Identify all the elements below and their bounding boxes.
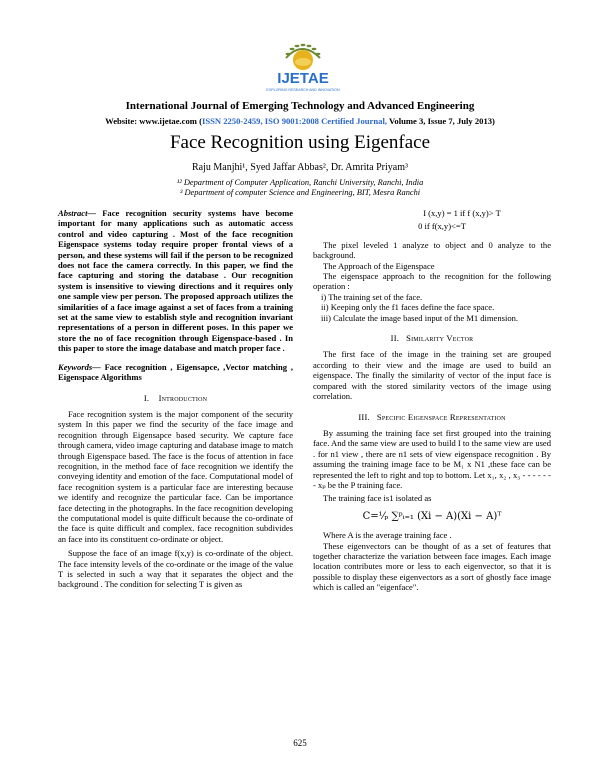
paper-authors: Raju Manjhi¹, Syed Jaffar Abbas², Dr. Amrita Priyam³ bbox=[191, 162, 408, 173]
keywords bbox=[58, 362, 293, 383]
threshold-equation-1: I (x,y) = 1 if f (x,y)> T bbox=[423, 208, 501, 218]
section-title: Specific Eigenspace Representation bbox=[376, 411, 506, 422]
website-volume: Volume 3, Issue 7, July 2013) bbox=[386, 116, 495, 126]
eigenspace-approach-heading: The Approach of the Eigenspace bbox=[323, 260, 435, 271]
journal-website bbox=[0, 116, 600, 126]
journal-title: International Journal of Emerging Technology and Advanced Engineering bbox=[125, 100, 475, 112]
list-item: i) The training set of the face. bbox=[321, 291, 423, 302]
section-heading-similarity-vector bbox=[313, 333, 551, 343]
eigenspace-operations-intro: The eigenspace approach to the recognition for the following operation : bbox=[313, 271, 551, 292]
section-title: Similarity Vector bbox=[406, 333, 474, 344]
keywords-label: Keywords— bbox=[58, 361, 101, 372]
left-column bbox=[58, 208, 293, 590]
page-number: 625 bbox=[293, 738, 307, 748]
operations-list bbox=[313, 292, 551, 323]
keywords-text: Face recognition , Eigensapce, ,Vector matching , Eigenspace Algorithms bbox=[58, 361, 293, 383]
journal-logo bbox=[250, 36, 355, 96]
section-heading-specific-eigenspace bbox=[313, 412, 551, 422]
section-heading-introduction bbox=[58, 393, 293, 403]
logo-text: IJETAE bbox=[277, 70, 329, 87]
website-issn: ISSN 2250-2459, ISO 9001:2008 Certified Journal, bbox=[201, 116, 387, 126]
average-face-note: Where A is the average training face . bbox=[323, 530, 452, 541]
specific-eigenspace-paragraph: By assuming the training face set first grouped into the training face. And the same view are used to build I to the same view are used . for n1 view , there are n1 sets of view eigenspace recognition . By assuming the training image face to be M₁ x N1 ,these face can be represented the left to right and top to bottom. Let x₁, x₂ , x₃ - - - - - - - xₚ be the P training face. bbox=[313, 427, 551, 490]
pixel-paragraph: The pixel leveled 1 analyze to object and 0 analyze to the background. bbox=[313, 239, 551, 261]
website-prefix: Website: www.ijetae.com ( bbox=[105, 116, 202, 126]
section-number: II. bbox=[390, 333, 400, 344]
eigenvectors-paragraph: These eigenvectors can be thought of as a set of features that together characterize the variation between face images. Each image location contributes more or less to each eigenvector, so that it is possible to display these eigenvectors as a sort of ghostly face image which is called an "eigenface". bbox=[313, 540, 551, 593]
section-number: III. bbox=[358, 411, 370, 422]
threshold-equation-2: 0 if f(x,y)<=T bbox=[418, 221, 466, 232]
intro-paragraph-2: Suppose the face of an image f(x,y) is co-ordinate of the object. The face intensity levels of the co-ordinate or the image of the value T is selected in such a way that it separates the object and the background . The condition for selecting T is given as bbox=[58, 548, 293, 590]
abstract bbox=[58, 208, 293, 354]
section-title: Introduction bbox=[158, 392, 208, 403]
paper-title: Face Recognition using Eigenface bbox=[169, 132, 431, 153]
abstract-label: Abstract— bbox=[58, 208, 96, 218]
abstract-text: Face recognition security systems have become important for many applications such as automatic access control and video capturing . Most of the face recognition Eigenspace systems today require proper frontal views of a person, and these systems will fail if the person to be recognized does not face the camera correctly. In this paper, we find the face capturing and storing the database . Our recognition system is insensitive to viewing directions and it requires only one sample view per person. The proposed approach utilizes the similarities of a face image against a set of faces from a training set at the same view to establish style and recognition invariant representations of a person in different poses. In this paper we store the no of face recognition through Eigenspace-based . In this paper to store the image database and match proper face . bbox=[58, 208, 293, 354]
training-face-isolated: The training face is1 isolated as bbox=[323, 493, 432, 504]
affiliation-1: ¹² Department of Computer Application, Ranchi University, Ranchi, India bbox=[176, 178, 424, 187]
intro-paragraph-1: Face recognition system is the major component of the security system In this paper we find the security of the face image and recognition through Eigensapce based security. We capture face through camera, video image capturing and database image to match through Eigenspace based. The face is the focus of attention in face recognition, in the method face of face recognition we identify the conveying identity and emotion of the face. Computational model of face recognition system is a particular face are interesting because we identify and recognize the particular face. Can be importance face detecting in the photographs. In the face recognition developing the computational model is quite difficult because the co-ordinate of the face is quite difficult and complex. face recognition subdivides an face into its constituent co-ordinate or object. bbox=[58, 408, 293, 544]
affiliation-2: ³ Department of computer Science and Engineering, BIT, Mesra Ranchi bbox=[179, 188, 421, 197]
list-item: ii) Keeping only the f1 faces define the face space. bbox=[321, 302, 495, 313]
similarity-vector-paragraph: The first face of the image in the training set are grouped according to their view and the image are used to build an eigenspace. The finally the similarity of vector of the input face is compared with the stored similarity vectors of the image using correlation. bbox=[313, 349, 551, 402]
covariance-formula: C=¹⁄ₚ ∑ᵖᵢ₌₁ (Xi − A)(Xi − A)ᵀ bbox=[362, 510, 502, 522]
section-number: I. bbox=[143, 392, 150, 403]
right-column bbox=[313, 208, 551, 593]
logo-tagline: EXPLORING RESEARCH AND INNOVATION bbox=[266, 88, 340, 92]
list-item: iii) Calculate the image based input of the M1 dimension. bbox=[321, 312, 519, 323]
